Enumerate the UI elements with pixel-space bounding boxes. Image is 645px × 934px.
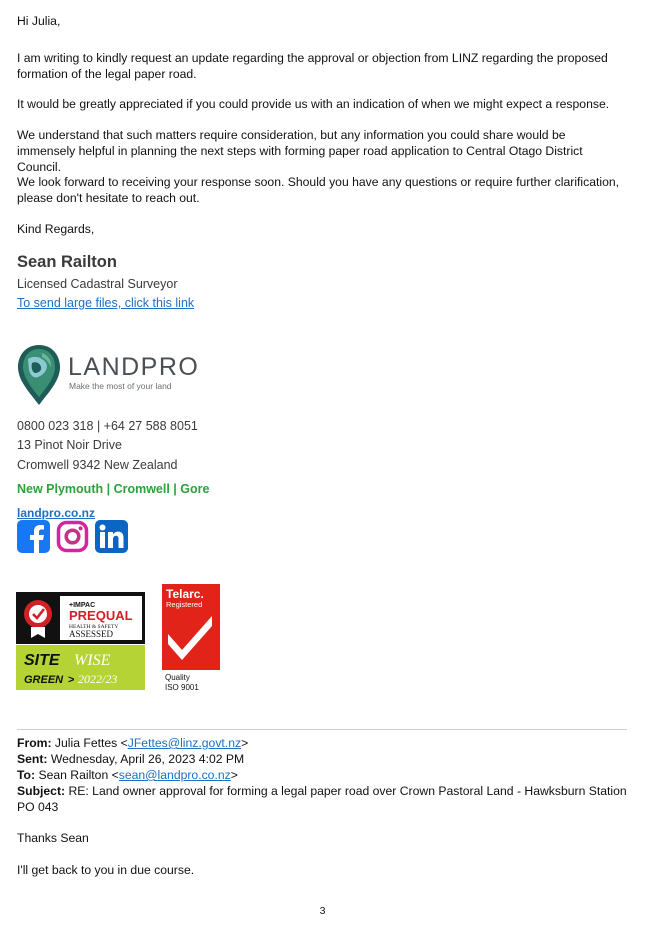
prequal-sub2-text: ASSESSED [69,629,114,639]
large-files-link[interactable]: To send large files, click this link [17,296,195,310]
telarc-iso-text: ISO 9001 [165,683,199,692]
office-locations: New Plymouth | Cromwell | Gore [17,482,210,496]
contact-phone: 0800 023 318 | +64 27 588 8051 [17,419,198,433]
telarc-badge [162,584,222,694]
sitewise-year-text: 2022/23 [78,672,118,686]
closing: Kind Regards, [17,222,95,236]
body-paragraph-4: We look forward to receiving your response soon. Should you have any questions or require further clarification, please don't hesitate to reach out. [17,175,620,205]
sitewise-wise-text: WISE [74,652,111,669]
telarc-registered-text: Registered [166,600,203,609]
quoted-from: From: Julia Fettes <JFettes@linz.govt.nz> [17,736,249,750]
quoted-body-line-2: I'll get back to you in due course. [17,863,195,877]
facebook-icon[interactable] [17,520,50,553]
signature-title: Licensed Cadastral Surveyor [17,277,178,291]
to-email-link[interactable]: sean@landpro.co.nz [118,768,231,782]
instagram-icon[interactable] [56,520,89,553]
website-link[interactable]: landpro.co.nz [17,506,95,520]
landpro-logo [16,343,206,409]
quoted-to: To: Sean Railton <sean@landpro.co.nz> [17,768,238,782]
svg-text:>: > [68,674,75,686]
quoted-body-line-1: Thanks Sean [17,831,89,845]
greeting: Hi Julia, [17,14,61,28]
page-number: 3 [319,905,326,917]
sitewise-green-text: GREEN [24,674,64,686]
prequal-main-text: PREQUAL [69,608,133,623]
body-paragraph-1: I am writing to kindly request an update regarding the approval or objection from LINZ regarding the proposed formation of the legal paper road. [17,51,608,81]
landpro-pin-icon [16,343,62,407]
telarc-name-text: Telarc. [166,587,204,601]
contact-address-1: 13 Pinot Noir Drive [17,438,122,452]
logo-tagline: Make the most of your land [69,381,172,391]
quoted-subject: Subject: RE: Land owner approval for forming a legal paper road over Crown Pastoral Land - Hawksburn Station PO 043 [17,784,627,814]
prequal-top-text: +IMPAC [69,602,96,609]
linkedin-icon[interactable] [95,520,128,553]
contact-address-2: Cromwell 9342 New Zealand [17,458,178,472]
telarc-quality-text: Quality [165,673,190,682]
prequal-sub1-text: HEALTH & SAFETY [69,624,119,630]
prequal-sitewise-badge [16,592,146,690]
sitewise-site-text: SITE [24,652,60,669]
body-paragraph-3: We understand that such matters require consideration, but any information you could share would be immensely helpful in planning the next steps with forming paper road application to Central Otago District Council. [17,128,583,174]
logo-wordmark: LANDPRO [68,353,200,381]
signature-name: Sean Railton [17,253,117,271]
quoted-divider [17,729,627,730]
quoted-sent: Sent: Wednesday, April 26, 2023 4:02 PM [17,752,245,766]
from-email-link[interactable]: JFettes@linz.govt.nz [127,736,242,750]
body-paragraph-2: It would be greatly appreciated if you could provide us with an indication of when we might expect a response. [17,97,610,111]
